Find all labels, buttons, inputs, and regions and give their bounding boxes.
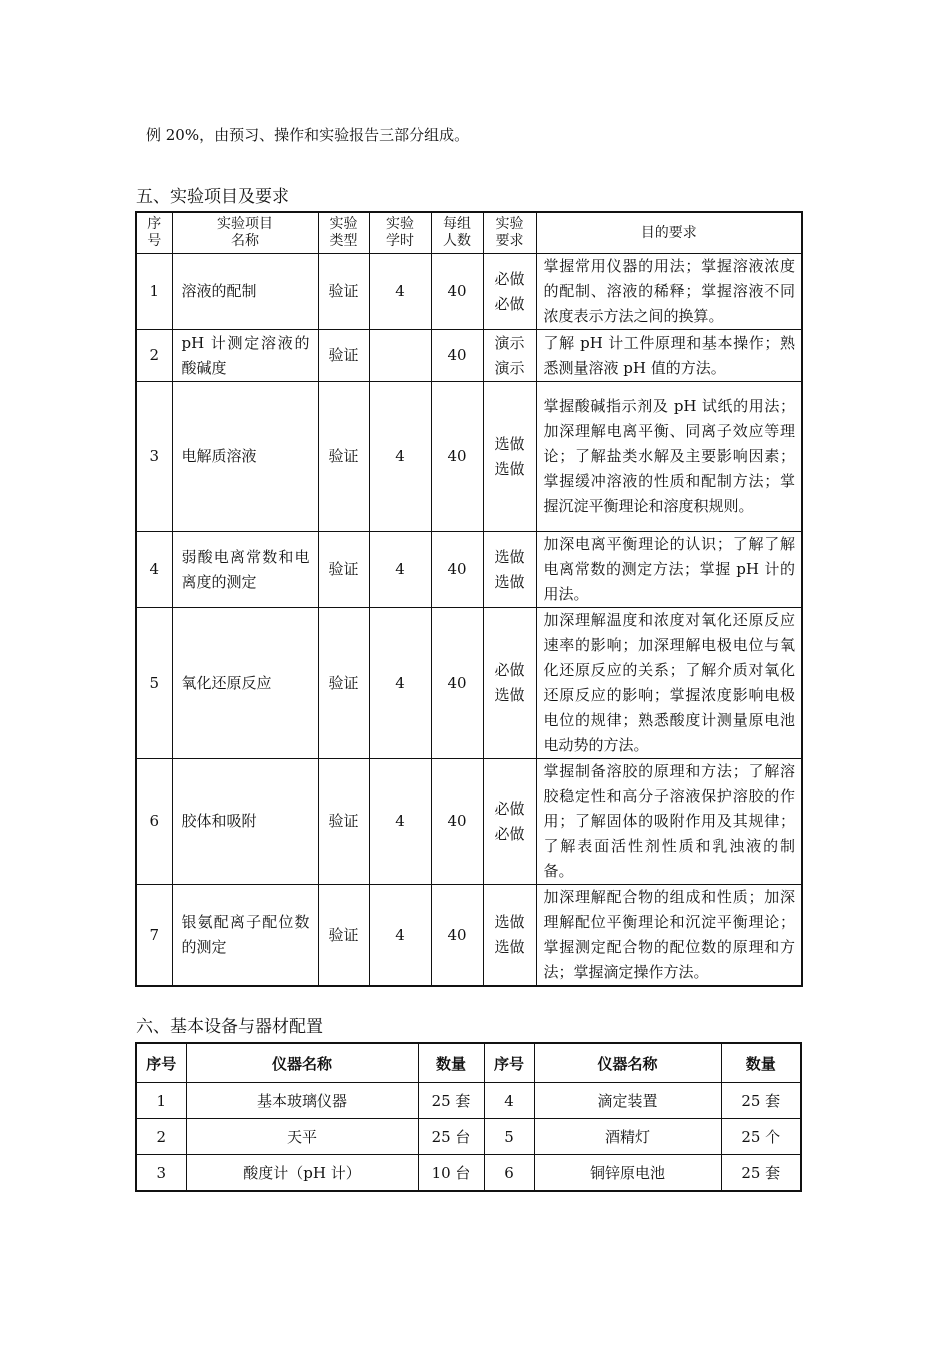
cell-hours: 4 <box>369 885 431 987</box>
cell-name: pH 计测定溶液的酸碱度 <box>172 330 318 382</box>
cell-instrument-name: 天平 <box>186 1119 418 1155</box>
header-instrument-name: 仪器名称 <box>534 1043 721 1083</box>
header-people: 每组 人数 <box>431 212 483 254</box>
cell-goal: 掌握常用仪器的用法；掌握溶液浓度的配制、溶液的稀释；掌握溶液不同浓度表示方法之间的换算。 <box>536 254 802 330</box>
header-type: 实验 类型 <box>318 212 369 254</box>
cell-hours: 4 <box>369 759 431 885</box>
cell-seq: 7 <box>136 885 172 987</box>
header-goal: 目的要求 <box>536 212 802 254</box>
experiments-table <box>135 211 803 987</box>
cell-name: 银氨配离子配位数的测定 <box>172 885 318 987</box>
table-row <box>136 1155 801 1192</box>
table-row <box>136 330 802 382</box>
cell-type: 验证 <box>318 382 369 532</box>
table-row <box>136 254 802 330</box>
cell-hours: 4 <box>369 254 431 330</box>
cell-type: 验证 <box>318 532 369 608</box>
cell-type: 验证 <box>318 608 369 759</box>
cell-quantity: 25 套 <box>721 1155 801 1192</box>
cell-requirement: 选做 选做 <box>483 382 536 532</box>
cell-people: 40 <box>431 885 483 987</box>
cell-quantity: 25 个 <box>721 1119 801 1155</box>
cell-seq: 4 <box>136 532 172 608</box>
header-seq: 序号 <box>136 1043 186 1083</box>
table-header-row <box>136 1043 801 1083</box>
cell-hours <box>369 330 431 382</box>
cell-requirement: 必做 必做 <box>483 759 536 885</box>
cell-goal: 加深理解温度和浓度对氧化还原反应速率的影响；加深理解电极电位与氧化还原反应的关系；了解介质对氧化还原反应的影响；掌握浓度影响电极电位的规律；熟悉酸度计测量原电池电动势的方法。 <box>536 608 802 759</box>
header-name: 实验项目 名称 <box>172 212 318 254</box>
table-row <box>136 1119 801 1155</box>
cell-seq: 4 <box>484 1083 534 1119</box>
header-hours: 实验 学时 <box>369 212 431 254</box>
cell-quantity: 25 套 <box>721 1083 801 1119</box>
cell-instrument-name: 铜锌原电池 <box>534 1155 721 1192</box>
table-row <box>136 608 802 759</box>
cell-people: 40 <box>431 382 483 532</box>
cell-name: 氧化还原反应 <box>172 608 318 759</box>
header-quantity: 数量 <box>418 1043 484 1083</box>
header-seq: 序 号 <box>136 212 172 254</box>
table-row <box>136 885 802 987</box>
cell-type: 验证 <box>318 254 369 330</box>
table-row <box>136 532 802 608</box>
cell-name: 弱酸电离常数和电离度的测定 <box>172 532 318 608</box>
table-row <box>136 382 802 532</box>
header-requirement: 实验 要求 <box>483 212 536 254</box>
cell-type: 验证 <box>318 330 369 382</box>
cell-seq: 6 <box>136 759 172 885</box>
cell-seq: 5 <box>484 1119 534 1155</box>
cell-name: 胶体和吸附 <box>172 759 318 885</box>
cell-seq: 2 <box>136 330 172 382</box>
cell-quantity: 25 套 <box>418 1083 484 1119</box>
cell-seq: 6 <box>484 1155 534 1192</box>
cell-requirement: 选做 选做 <box>483 532 536 608</box>
cell-quantity: 10 台 <box>418 1155 484 1192</box>
cell-name: 电解质溶液 <box>172 382 318 532</box>
cell-instrument-name: 基本玻璃仪器 <box>186 1083 418 1119</box>
cell-people: 40 <box>431 330 483 382</box>
cell-hours: 4 <box>369 382 431 532</box>
header-instrument-name: 仪器名称 <box>186 1043 418 1083</box>
cell-requirement: 必做 选做 <box>483 608 536 759</box>
cell-requirement: 演示 演示 <box>483 330 536 382</box>
cell-people: 40 <box>431 254 483 330</box>
cell-instrument-name: 滴定装置 <box>534 1083 721 1119</box>
cell-requirement: 选做 选做 <box>483 885 536 987</box>
cell-type: 验证 <box>318 885 369 987</box>
cell-goal: 了解 pH 计工件原理和基本操作；熟悉测量溶液 pH 值的方法。 <box>536 330 802 382</box>
cell-seq: 1 <box>136 1083 186 1119</box>
cell-type: 验证 <box>318 759 369 885</box>
cell-instrument-name: 酒精灯 <box>534 1119 721 1155</box>
cell-people: 40 <box>431 608 483 759</box>
equipment-table <box>135 1042 802 1192</box>
cell-seq: 1 <box>136 254 172 330</box>
intro-text: 例 20%，由预习、操作和实验报告三部分组成。 <box>146 126 470 144</box>
cell-seq: 3 <box>136 1155 186 1192</box>
cell-people: 40 <box>431 759 483 885</box>
cell-seq: 3 <box>136 382 172 532</box>
cell-requirement: 必做 必做 <box>483 254 536 330</box>
cell-seq: 5 <box>136 608 172 759</box>
table-row <box>136 1083 801 1119</box>
cell-hours: 4 <box>369 532 431 608</box>
cell-instrument-name: 酸度计（pH 计） <box>186 1155 418 1192</box>
cell-quantity: 25 台 <box>418 1119 484 1155</box>
cell-goal: 掌握制备溶胶的原理和方法；了解溶胶稳定性和高分子溶液保护溶胶的作用；了解固体的吸附作用及其规律；了解表面活性剂性质和乳浊液的制备。 <box>536 759 802 885</box>
cell-hours: 4 <box>369 608 431 759</box>
table-row <box>136 759 802 885</box>
cell-goal: 加深理解配合物的组成和性质；加深理解配位平衡理论和沉淀平衡理论；掌握测定配合物的配位数的原理和方法；掌握滴定操作方法。 <box>536 885 802 987</box>
header-quantity: 数量 <box>721 1043 801 1083</box>
cell-goal: 加深电离平衡理论的认识；了解了解电离常数的测定方法；掌握 pH 计的用法。 <box>536 532 802 608</box>
cell-goal: 掌握酸碱指示剂及 pH 试纸的用法；加深理解电离平衡、同离子效应等理论；了解盐类水解及主要影响因素；掌握缓冲溶液的性质和配制方法；掌握沉淀平衡理论和溶度积规则。 <box>536 382 802 532</box>
cell-seq: 2 <box>136 1119 186 1155</box>
header-seq: 序号 <box>484 1043 534 1083</box>
section-title-equipment: 六、基本设备与器材配置 <box>136 1017 323 1037</box>
table-header-row <box>136 212 802 254</box>
section-title-experiments: 五、实验项目及要求 <box>136 187 289 207</box>
cell-name: 溶液的配制 <box>172 254 318 330</box>
cell-people: 40 <box>431 532 483 608</box>
